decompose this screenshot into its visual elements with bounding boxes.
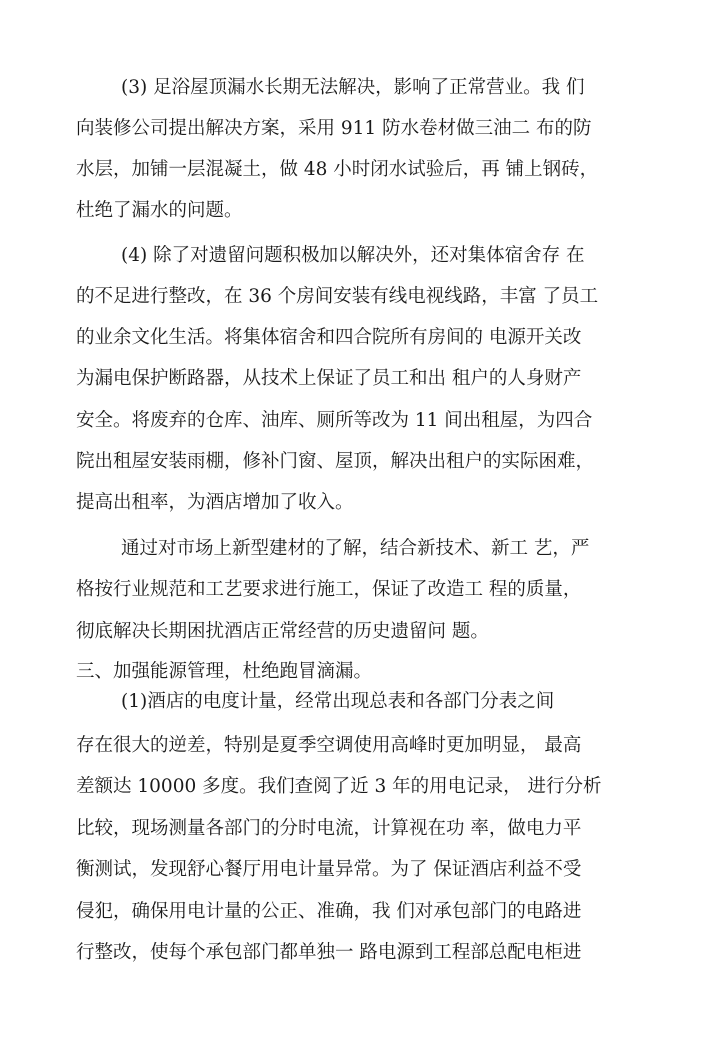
text-line: 院出租屋安装雨棚，修补门窗、屋顶，解决出租户的实际困难，: [76, 451, 595, 472]
text-line: 杜绝了漏水的问题。: [76, 200, 243, 221]
text-line: 安全。将废弃的仓库、油库、厕所等改为 11 间出租屋，为四合: [76, 410, 593, 431]
text-line: 提高出租率，为酒店增加了收入。: [76, 492, 354, 513]
text-line: 比较，现场测量各部门的分时电流，计算视在功 率，做电力平: [76, 818, 582, 839]
text-line: 的业余文化生活。将集体宿舍和四合院所有房间的 电源开关改: [76, 327, 582, 348]
text-line: 差额达 10000 多度。我们查阅了近 3 年的用电记录， 进行分析: [76, 776, 602, 797]
text-line: 衡测试，发现舒心餐厅用电计量异常。为了 保证酒店利益不受: [76, 859, 582, 880]
text-line: (3) 足浴屋顶漏水长期无法解决，影响了正常营业。我 们: [121, 77, 585, 98]
text-line: 格按行业规范和工艺要求进行施工，保证了改造工 程的质量，: [76, 579, 582, 600]
text-line: 存在很大的逆差，特别是夏季空调使用高峰时更加明显， 最高: [76, 735, 582, 756]
text-line: (1)酒店的电度计量，经常出现总表和各部门分表之间: [121, 691, 555, 712]
text-line: 水层，加铺一层混凝土，做 48 小时闭水试验后，再 铺上钢砖，: [76, 159, 599, 180]
text-line: 向装修公司提出解决方案，采用 911 防水卷材做三油二 布的防: [76, 118, 592, 139]
text-line: 为漏电保护断路器，从技术上保证了员工和出 租户的人身财产: [76, 368, 582, 389]
text-line: (4) 除了对遗留问题积极加以解决外，还对集体宿舍存 在: [121, 245, 585, 266]
section-heading: 三、加强能源管理，杜绝跑冒滴漏。: [76, 661, 373, 682]
text-line: 行整改，使每个承包部门都单独一 路电源到工程部总配电柜进: [76, 942, 582, 963]
text-line: 侵犯，确保用电计量的公正、准确，我 们对承包部门的电路进: [76, 901, 582, 922]
text-line: 的不足进行整改，在 36 个房间安装有线电视线路，丰富 了员工: [76, 286, 599, 307]
text-line: 通过对市场上新型建材的了解，结合新技术、新工 艺，严: [121, 538, 590, 559]
text-line: 彻底解决长期困扰酒店正常经营的历史遗留问 题。: [76, 621, 489, 642]
